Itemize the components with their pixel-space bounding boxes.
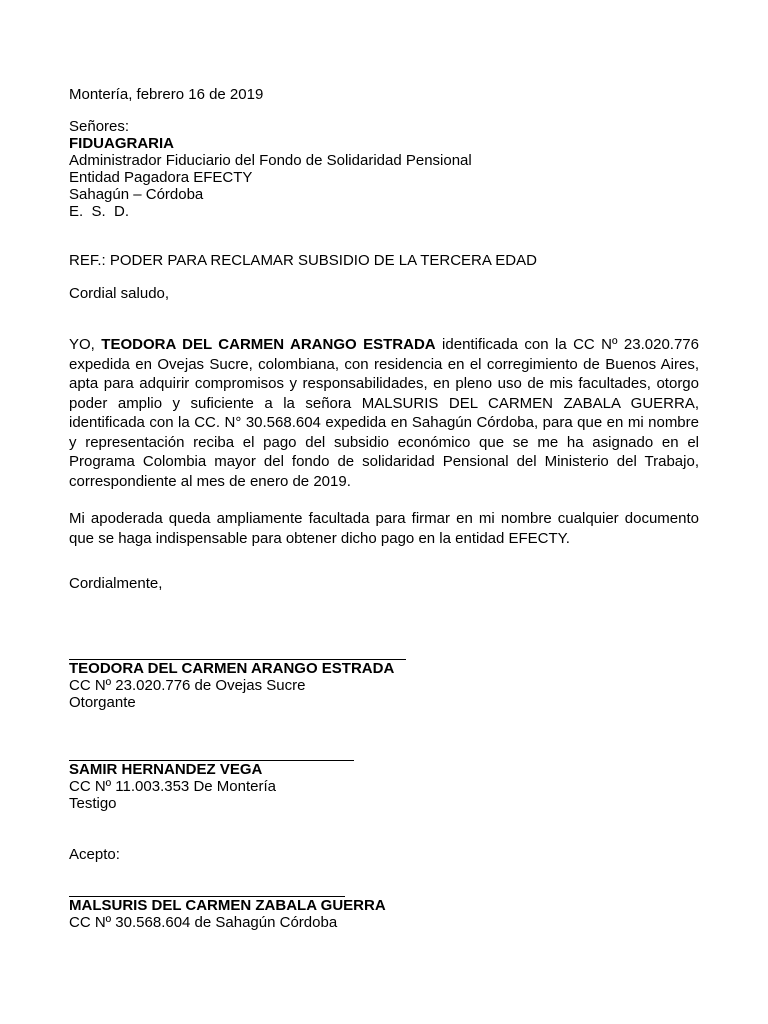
body-intro: YO, bbox=[69, 336, 102, 353]
recipient-block bbox=[69, 118, 699, 220]
body-paragraph-1 bbox=[69, 335, 699, 491]
recipient-line-2: Entidad Pagadora EFECTY bbox=[69, 169, 253, 186]
signer-role: Testigo bbox=[69, 795, 117, 812]
signer-id: CC Nº 30.568.604 de Sahagún Córdoba bbox=[69, 914, 338, 931]
recipient-line-1: Administrador Fiduciario del Fondo de Solidaridad Pensional bbox=[69, 152, 472, 169]
accept-label: Acepto: bbox=[69, 846, 120, 863]
grantor-name-inline: TEODORA DEL CARMEN ARANGO ESTRADA bbox=[101, 336, 436, 353]
reference-line: REF.: PODER PARA RECLAMAR SUBSIDIO DE LA TERCERA EDAD bbox=[69, 252, 537, 269]
date-line: Montería, febrero 16 de 2019 bbox=[69, 86, 264, 103]
recipient-company: FIDUAGRARIA bbox=[69, 135, 174, 152]
closing: Cordialmente, bbox=[69, 575, 163, 592]
signer-id: CC Nº 23.020.776 de Ovejas Sucre bbox=[69, 677, 306, 694]
signature-block-attorney bbox=[69, 846, 699, 931]
letter-page bbox=[69, 86, 699, 931]
recipient-salutation: Señores: bbox=[69, 118, 130, 135]
signer-role: Otorgante bbox=[69, 694, 136, 711]
signer-id: CC Nº 11.003.353 De Montería bbox=[69, 778, 276, 795]
body-paragraph-2: Mi apoderada queda ampliamente facultada para firmar en mi nombre cualquier documento que se haga indispensable para obtener dicho pago en la entidad EFECTY. bbox=[69, 510, 699, 547]
signature-block-grantor bbox=[69, 659, 699, 711]
signer-name: TEODORA DEL CARMEN ARANGO ESTRADA bbox=[69, 660, 395, 677]
recipient-line-4: E. S. D. bbox=[69, 203, 130, 220]
greeting: Cordial saludo, bbox=[69, 285, 170, 302]
recipient-line-3: Sahagún – Córdoba bbox=[69, 186, 204, 203]
body-text: identificada con la CC Nº 23.020.776 expedida en Ovejas Sucre, colombiana, con residencia en el corregimiento de Buenos Aires, apta para adquirir compromisos y responsabilidades, en pleno uso de mis facultades, otorgo poder amplio y suficiente a la señora MALSURIS DEL CARMEN ZABALA GUERRA, identificada con la CC. N° 30.568.604 expedida en Sahagún Córdoba, para que en mi nombre y representación reciba el pago del subsidio económico que se me ha asignado en el Programa Colombia mayor del fondo de solidaridad Pensional del Ministerio del Trabajo, correspondiente al mes de enero de 2019. bbox=[69, 336, 699, 490]
signature-block-witness bbox=[69, 760, 699, 812]
signer-name: SAMIR HERNANDEZ VEGA bbox=[69, 761, 263, 778]
signer-name: MALSURIS DEL CARMEN ZABALA GUERRA bbox=[69, 897, 386, 914]
